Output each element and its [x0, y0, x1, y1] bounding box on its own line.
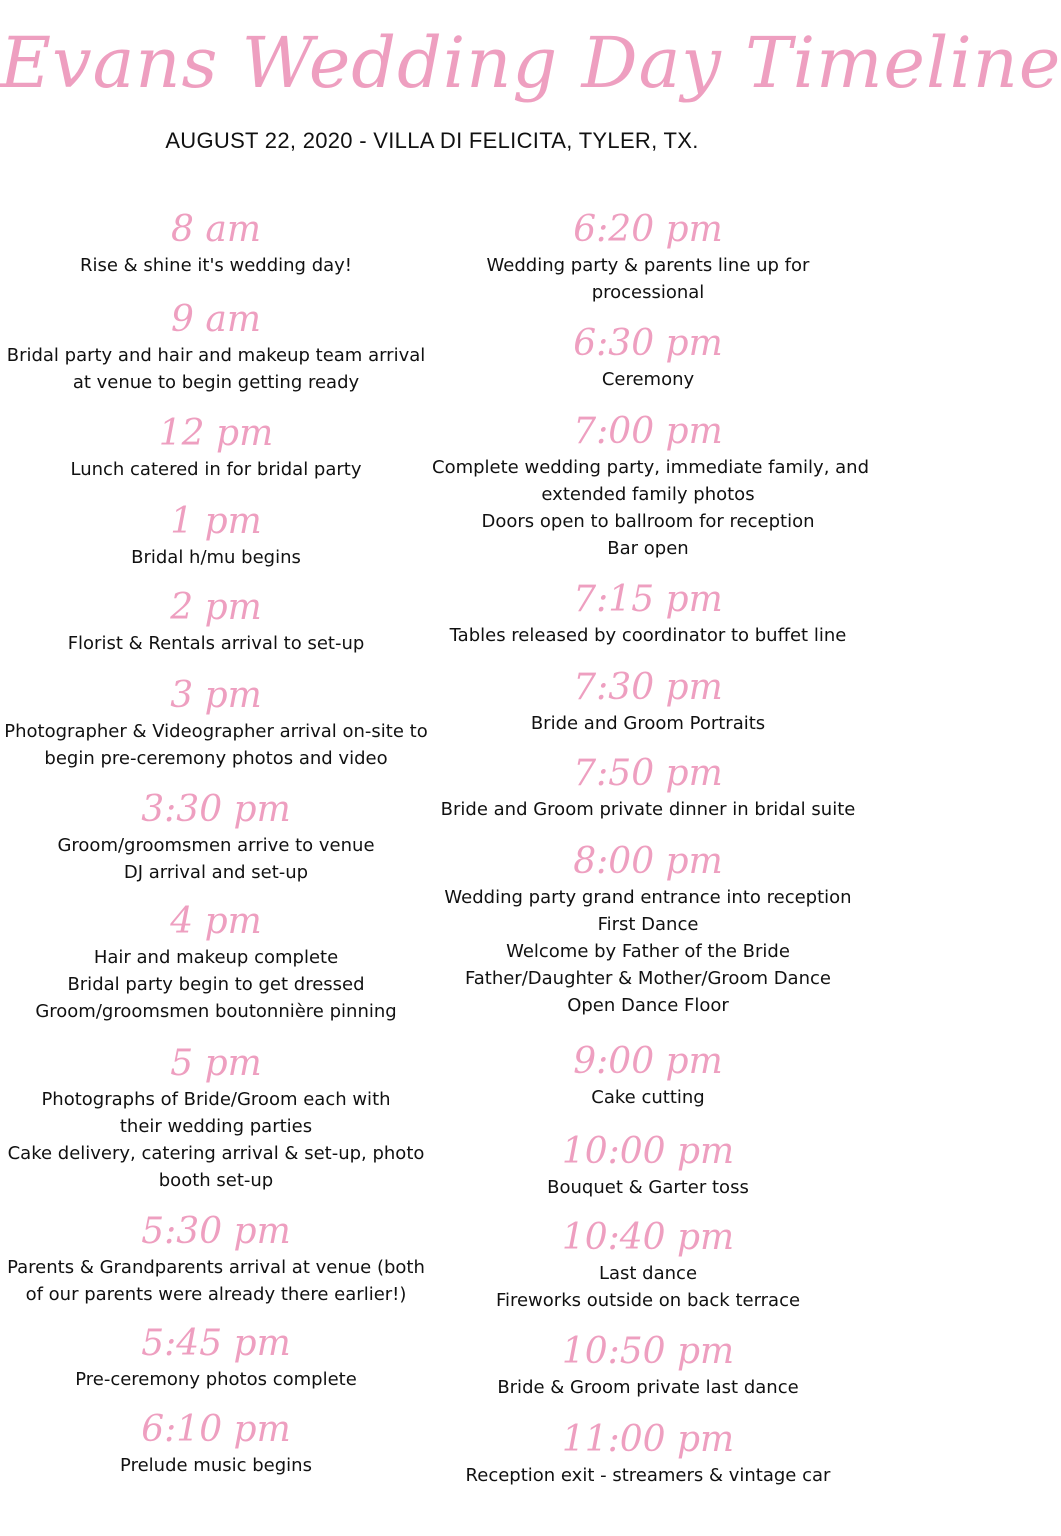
event-description	[0, 1366, 432, 1393]
event-line: Wedding party grand entrance into reception	[444, 887, 852, 908]
event-line: of our parents were already there earlier!)	[25, 1284, 407, 1305]
timeline-entry	[432, 208, 864, 306]
event-description	[0, 944, 432, 1025]
time-label: 10:50 pm	[561, 1331, 735, 1372]
event-description	[432, 1174, 864, 1201]
timeline-entry	[432, 840, 864, 1019]
time-label: 12 pm	[158, 413, 274, 454]
event-description	[432, 622, 864, 649]
time-label: 8:00 pm	[573, 841, 723, 882]
time-label: 1 pm	[170, 501, 262, 542]
event-description	[0, 456, 432, 483]
time-label: 9 am	[171, 299, 261, 340]
event-line: Tables released by coordinator to buffet line	[449, 625, 847, 646]
event-line: Wedding party & parents line up for	[486, 255, 810, 276]
time-label: 10:40 pm	[561, 1217, 735, 1258]
timeline-entry	[0, 1408, 432, 1479]
event-line: Parents & Grandparents arrival at venue (both	[7, 1257, 425, 1278]
timeline-entry	[0, 1210, 432, 1308]
event-line: Florist & Rentals arrival to set-up	[67, 633, 365, 654]
event-line: Pre-ceremony photos complete	[75, 1369, 357, 1390]
event-description	[432, 1084, 864, 1111]
event-description	[0, 252, 432, 279]
time-label: 5:30 pm	[141, 1211, 291, 1252]
timeline-entry	[432, 1418, 864, 1489]
event-description	[0, 832, 432, 886]
event-description	[432, 884, 864, 1019]
time-label: 3 pm	[170, 675, 262, 716]
timeline-entry	[0, 586, 432, 657]
event-description	[0, 1452, 432, 1479]
event-line: Bridal party and hair and makeup team arrival	[6, 345, 426, 366]
page-title: Evans Wedding Day Timeline	[0, 22, 1061, 104]
timeline-entry	[432, 1130, 864, 1201]
event-line: Bridal party begin to get dressed	[67, 974, 365, 995]
event-line: Bride and Groom private dinner in bridal suite	[440, 799, 856, 820]
event-description	[432, 1462, 864, 1489]
timeline-entry	[0, 1322, 432, 1393]
event-description	[432, 252, 864, 306]
timeline-entry	[0, 208, 432, 279]
event-line: Groom/groomsmen boutonnière pinning	[35, 1001, 397, 1022]
timeline-entry	[432, 1040, 864, 1111]
event-line: extended family photos	[541, 484, 755, 505]
event-description	[0, 342, 432, 396]
event-line: Cake delivery, catering arrival & set-up, photo	[7, 1143, 425, 1164]
time-label: 3:30 pm	[141, 789, 291, 830]
timeline-entry	[0, 412, 432, 483]
event-description	[0, 1254, 432, 1308]
event-line: processional	[591, 282, 705, 303]
event-line: Welcome by Father of the Bride	[506, 941, 790, 962]
event-line: Photographer & Videographer arrival on-site to	[4, 721, 428, 742]
event-description	[0, 1086, 432, 1194]
timeline-entry	[432, 1216, 864, 1314]
event-line: Open Dance Floor	[567, 995, 729, 1016]
event-description	[432, 710, 864, 737]
time-label: 2 pm	[170, 587, 262, 628]
event-line: DJ arrival and set-up	[123, 862, 309, 883]
timeline-entry	[0, 1042, 432, 1194]
timeline-entry	[432, 666, 864, 737]
time-label: 7:00 pm	[573, 411, 723, 452]
event-description	[432, 1260, 864, 1314]
event-line: First Dance	[597, 914, 699, 935]
event-line: Bouquet & Garter toss	[547, 1177, 749, 1198]
event-description	[432, 454, 870, 562]
timeline-entry	[0, 674, 432, 772]
time-label: 7:50 pm	[573, 753, 723, 794]
time-label: 11:00 pm	[561, 1419, 735, 1460]
time-label: 7:30 pm	[573, 667, 723, 708]
event-line: their wedding parties	[119, 1116, 313, 1137]
time-label: 10:00 pm	[561, 1131, 735, 1172]
time-label: 5:45 pm	[141, 1323, 291, 1364]
timeline-entry	[432, 578, 864, 649]
event-description	[432, 796, 864, 823]
event-line: booth set-up	[158, 1170, 274, 1191]
event-line: Groom/groomsmen arrive to venue	[57, 835, 375, 856]
event-description	[0, 544, 432, 571]
event-line: Rise & shine it's wedding day!	[79, 255, 353, 276]
event-line: Doors open to ballroom for reception	[481, 511, 815, 532]
event-line: at venue to begin getting ready	[72, 372, 360, 393]
time-label: 5 pm	[170, 1043, 262, 1084]
event-line: Complete wedding party, immediate family, and	[432, 457, 870, 478]
time-label: 4 pm	[170, 901, 262, 942]
event-line: Lunch catered in for bridal party	[70, 459, 362, 480]
event-line: Bride & Groom private last dance	[497, 1377, 799, 1398]
time-label: 6:30 pm	[573, 323, 723, 364]
time-label: 9:00 pm	[573, 1041, 723, 1082]
event-line: Father/Daughter & Mother/Groom Dance	[465, 968, 831, 989]
event-line: Ceremony	[601, 369, 695, 390]
event-line: Reception exit - streamers & vintage car	[465, 1465, 831, 1486]
timeline-entry	[432, 1330, 864, 1401]
event-line: Prelude music begins	[120, 1455, 312, 1476]
event-line: Photographs of Bride/Groom each with	[41, 1089, 391, 1110]
timeline-entry	[0, 500, 432, 571]
event-description	[432, 1374, 864, 1401]
date-venue-subtitle: AUGUST 22, 2020 - VILLA DI FELICITA, TYLER, TX.	[165, 128, 699, 153]
event-line: begin pre-ceremony photos and video	[44, 748, 388, 769]
event-line: Bar open	[607, 538, 689, 559]
event-line: Bride and Groom Portraits	[530, 713, 766, 734]
time-label: 6:10 pm	[141, 1409, 291, 1450]
event-description	[0, 630, 432, 657]
event-line: Cake cutting	[591, 1087, 705, 1108]
event-line: Bridal h/mu begins	[131, 547, 301, 568]
event-line: Hair and makeup complete	[93, 947, 339, 968]
event-line: Fireworks outside on back terrace	[495, 1290, 801, 1311]
time-label: 6:20 pm	[573, 209, 723, 250]
time-label: 7:15 pm	[573, 579, 723, 620]
timeline-entry	[432, 410, 870, 562]
timeline-entry	[0, 788, 432, 886]
timeline-entry	[0, 900, 432, 1025]
event-description	[0, 718, 432, 772]
time-label: 8 am	[171, 209, 261, 250]
timeline-entry	[432, 752, 864, 823]
event-line: Last dance	[598, 1263, 698, 1284]
event-description	[432, 366, 864, 393]
timeline-entry	[0, 298, 432, 396]
timeline-entry	[432, 322, 864, 393]
